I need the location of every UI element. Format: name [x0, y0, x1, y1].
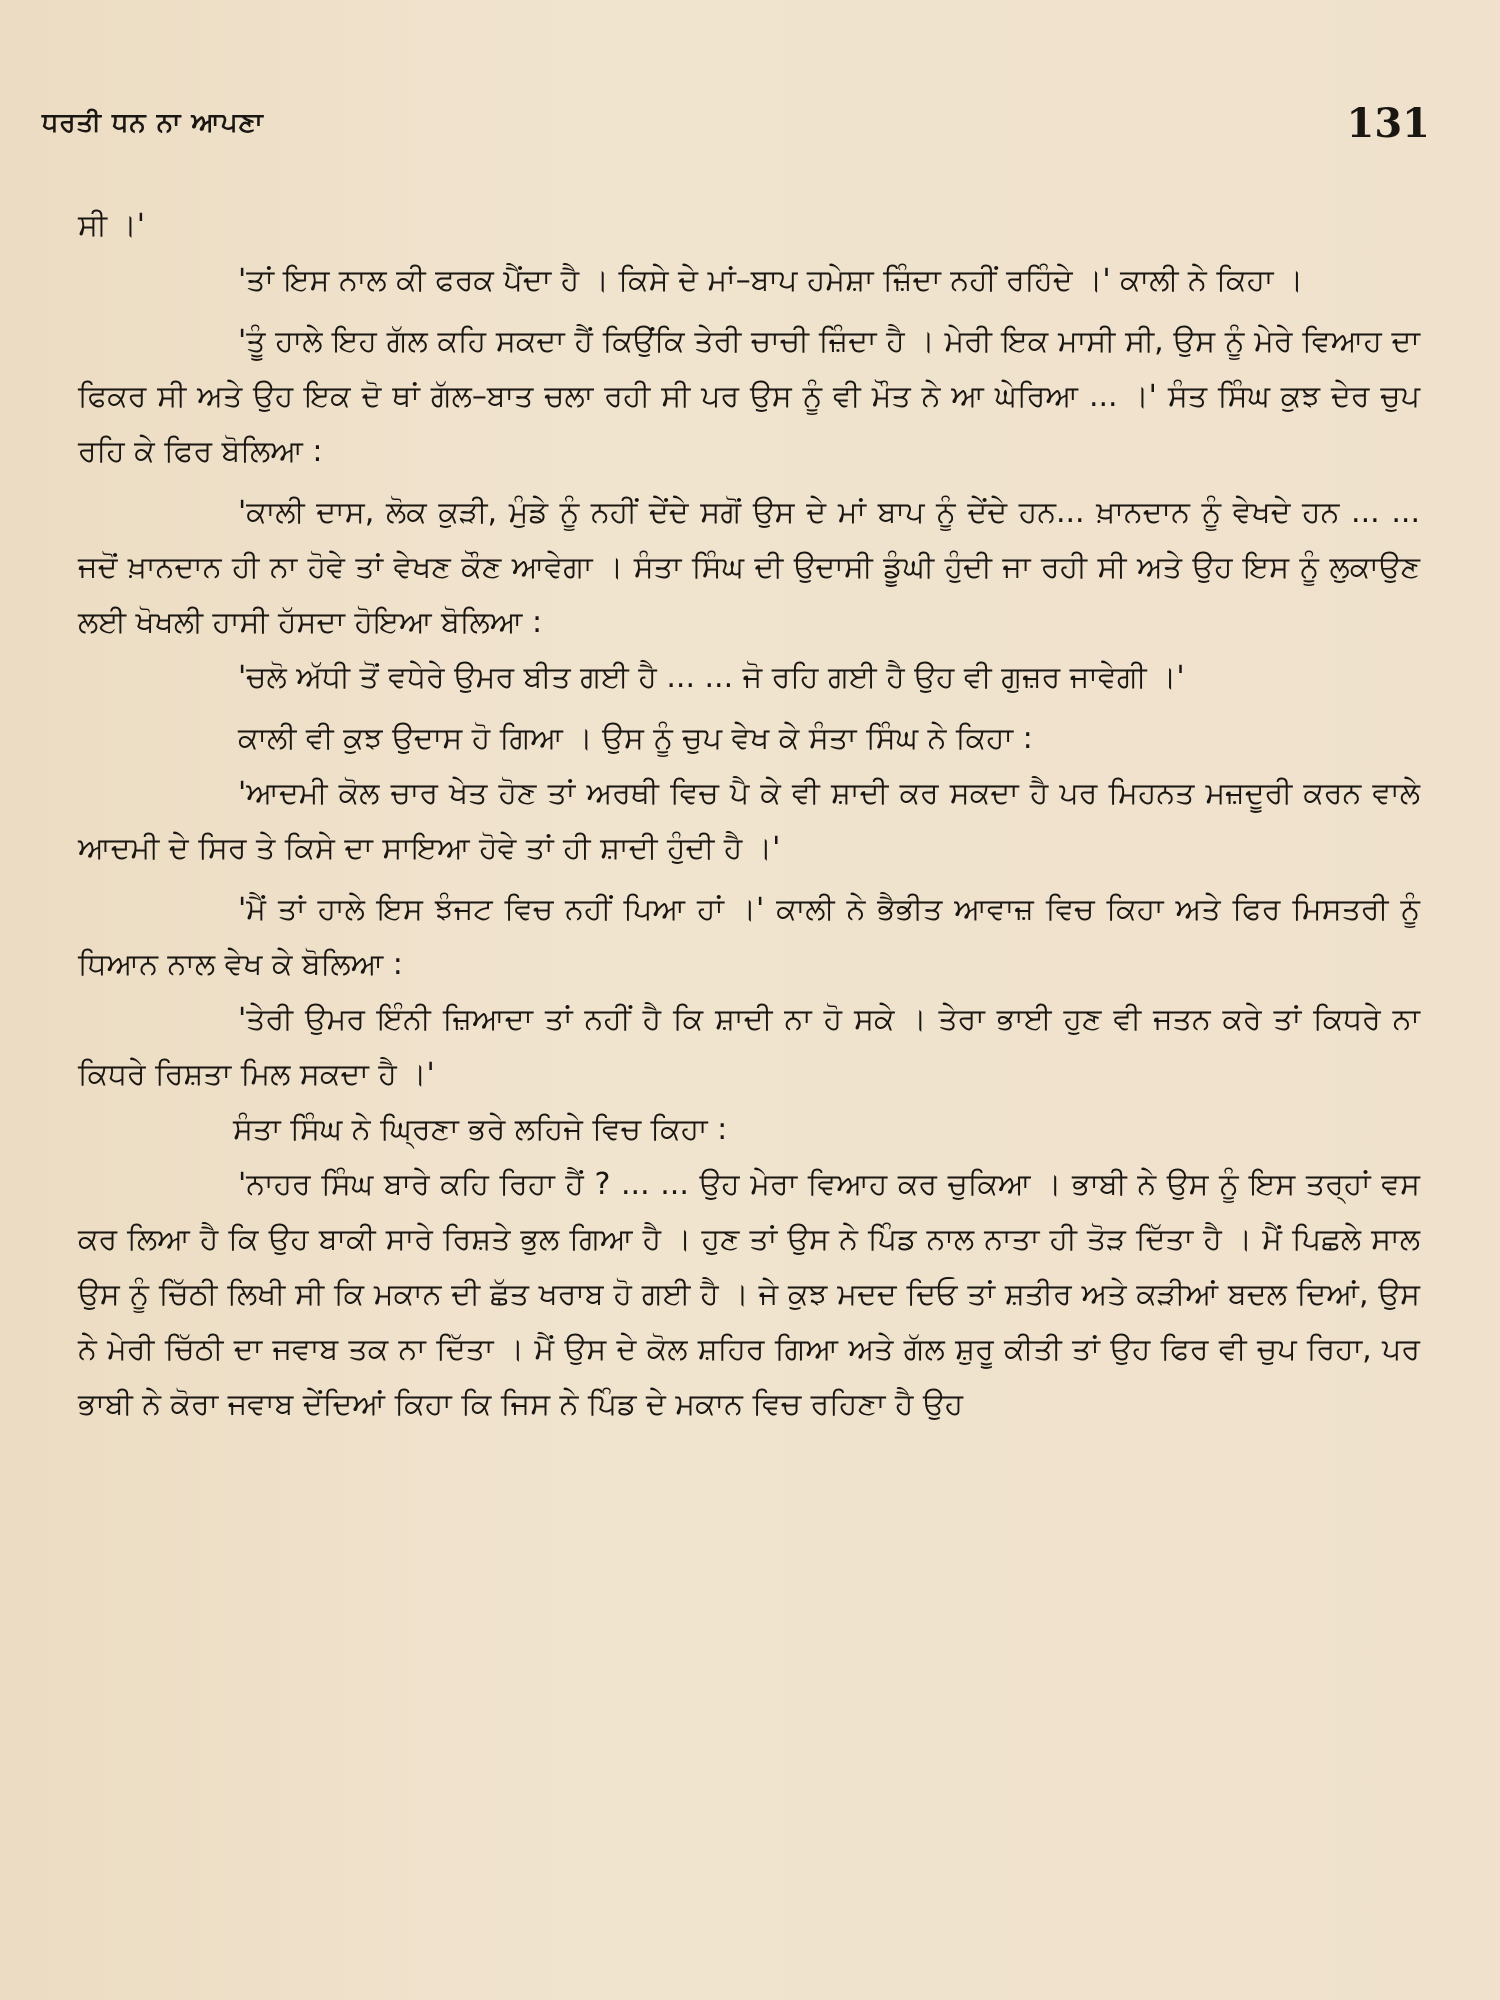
paragraph-10: ਸੰਤਾ ਸਿੰਘ ਨੇ ਘ੍ਰਿਣਾ ਭਰੇ ਲਹਿਜੇ ਵਿਚ ਕਿਹਾ : [233, 1112, 728, 1147]
paragraph-8: 'ਮੈਂ ਤਾਂ ਹਾਲੇ ਇਸ ਝੰਜਟ ਵਿਚ ਨਹੀਂ ਪਿਆ ਹਾਂ ।' ਕਾਲੀ ਨੇ ਭੈਭੀਤ ਆਵਾਜ਼ ਵਿਚ ਕਿਹਾ ਅਤੇ ਫਿਰ ਮਿਸਤਰੀ ਨੂੰ ਧਿਆਨ ਨਾਲ ਵੇਖ ਕੇ ਬੋਲਿਆ : [78, 892, 1420, 982]
paragraph-9: 'ਤੇਰੀ ਉਮਰ ਇੰਨੀ ਜ਼ਿਆਦਾ ਤਾਂ ਨਹੀਂ ਹੈ ਕਿ ਸ਼ਾਦੀ ਨਾ ਹੋ ਸਕੇ । ਤੇਰਾ ਭਾਈ ਹੁਣ ਵੀ ਜਤਨ ਕਰੇ ਤਾਂ ਕਿਧਰੇ ਨਾ ਕਿਧਰੇ ਰਿਸ਼ਤਾ ਮਿਲ ਸਕਦਾ ਹੈ ।' [78, 1002, 1420, 1092]
running-title: ਧਰਤੀ ਧਨ ਨਾ ਆਪਣਾ [42, 108, 264, 138]
paragraph-2: 'ਤਾਂ ਇਸ ਨਾਲ ਕੀ ਫਰਕ ਪੈਂਦਾ ਹੈ । ਕਿਸੇ ਦੇ ਮਾਂ–ਬਾਪ ਹਮੇਸ਼ਾ ਜ਼ਿੰਦਾ ਨਹੀਂ ਰਹਿੰਦੇ ।' ਕਾਲੀ ਨੇ ਕਿਹਾ । [238, 263, 1304, 298]
page-number: 131 [1346, 100, 1430, 147]
paragraph-6: ਕਾਲੀ ਵੀ ਕੁਝ ਉਦਾਸ ਹੋ ਗਿਆ । ਉਸ ਨੂੰ ਚੁਪ ਵੇਖ ਕੇ ਸੰਤਾ ਸਿੰਘ ਨੇ ਕਿਹਾ : [238, 721, 1033, 756]
paragraph-7: 'ਆਦਮੀ ਕੋਲ ਚਾਰ ਖੇਤ ਹੋਣ ਤਾਂ ਅਰਥੀ ਵਿਚ ਪੈ ਕੇ ਵੀ ਸ਼ਾਦੀ ਕਰ ਸਕਦਾ ਹੈ ਪਰ ਮਿਹਨਤ ਮਜ਼ਦੂਰੀ ਕਰਨ ਵਾਲੇ ਆਦਮੀ ਦੇ ਸਿਰ ਤੇ ਕਿਸੇ ਦਾ ਸਾਇਆ ਹੋਵੇ ਤਾਂ ਹੀ ਸ਼ਾਦੀ ਹੁੰਦੀ ਹੈ ।' [78, 776, 1420, 866]
paragraph-1: ਸੀ ।' [78, 208, 146, 243]
paragraph-3: 'ਤੂੰ ਹਾਲੇ ਇਹ ਗੱਲ ਕਹਿ ਸਕਦਾ ਹੈਂ ਕਿਉਂਕਿ ਤੇਰੀ ਚਾਚੀ ਜ਼ਿੰਦਾ ਹੈ । ਮੇਰੀ ਇਕ ਮਾਸੀ ਸੀ, ਉਸ ਨੂੰ ਮੇਰੇ ਵਿਆਹ ਦਾ ਫਿਕਰ ਸੀ ਅਤੇ ਉਹ ਇਕ ਦੋ ਥਾਂ ਗੱਲ–ਬਾਤ ਚਲਾ ਰਹੀ ਸੀ ਪਰ ਉਸ ਨੂੰ ਵੀ ਮੌਤ ਨੇ ਆ ਘੇਰਿਆ ... ।' ਸੰਤ ਸਿੰਘ ਕੁਝ ਦੇਰ ਚੁਪ ਰਹਿ ਕੇ ਫਿਰ ਬੋਲਿਆ : [78, 324, 1420, 469]
body-text [78, 198, 1420, 1432]
paragraph-11: 'ਨਾਹਰ ਸਿੰਘ ਬਾਰੇ ਕਹਿ ਰਿਹਾ ਹੈਂ ? ... ... ਉਹ ਮੇਰਾ ਵਿਆਹ ਕਰ ਚੁਕਿਆ । ਭਾਬੀ ਨੇ ਉਸ ਨੂੰ ਇਸ ਤਰ੍ਹਾਂ ਵਸ ਕਰ ਲਿਆ ਹੈ ਕਿ ਉਹ ਬਾਕੀ ਸਾਰੇ ਰਿਸ਼ਤੇ ਭੁਲ ਗਿਆ ਹੈ । ਹੁਣ ਤਾਂ ਉਸ ਨੇ ਪਿੰਡ ਨਾਲ ਨਾਤਾ ਹੀ ਤੋੜ ਦਿੱਤਾ ਹੈ । ਮੈਂ ਪਿਛਲੇ ਸਾਲ ਉਸ ਨੂੰ ਚਿੱਠੀ ਲਿਖੀ ਸੀ ਕਿ ਮਕਾਨ ਦੀ ਛੱਤ ਖਰਾਬ ਹੋ ਗਈ ਹੈ । ਜੇ ਕੁਝ ਮਦਦ ਦਿਓ ਤਾਂ ਸ਼ਤੀਰ ਅਤੇ ਕੜੀਆਂ ਬਦਲ ਦਿਆਂ, ਉਸ ਨੇ ਮੇਰੀ ਚਿੱਠੀ ਦਾ ਜਵਾਬ ਤਕ ਨਾ ਦਿੱਤਾ । ਮੈਂ ਉਸ ਦੇ ਕੋਲ ਸ਼ਹਿਰ ਗਿਆ ਅਤੇ ਗੱਲ ਸ਼ੁਰੂ ਕੀਤੀ ਤਾਂ ਉਹ ਫਿਰ ਵੀ ਚੁਪ ਰਿਹਾ, ਪਰ ਭਾਬੀ ਨੇ ਕੋਰਾ ਜਵਾਬ ਦੇਂਦਿਆਂ ਕਿਹਾ ਕਿ ਜਿਸ ਨੇ ਪਿੰਡ ਦੇ ਮਕਾਨ ਵਿਚ ਰਹਿਣਾ ਹੈ ਉਹ [78, 1167, 1420, 1422]
page-header [42, 100, 1430, 156]
paragraph-5: 'ਚਲੋ ਅੱਧੀ ਤੋਂ ਵਧੇਰੇ ਉਮਰ ਬੀਤ ਗਈ ਹੈ ... ... ਜੋ ਰਹਿ ਗਈ ਹੈ ਉਹ ਵੀ ਗੁਜ਼ਰ ਜਾਵੇਗੀ ।' [238, 660, 1185, 695]
paragraph-4: 'ਕਾਲੀ ਦਾਸ, ਲੋਕ ਕੁੜੀ, ਮੁੰਡੇ ਨੂੰ ਨਹੀਂ ਦੇਂਦੇ ਸਗੋਂ ਉਸ ਦੇ ਮਾਂ ਬਾਪ ਨੂੰ ਦੇਂਦੇ ਹਨ... ਖ਼ਾਨਦਾਨ ਨੂੰ ਵੇਖਦੇ ਹਨ ... ... ਜਦੋਂ ਖ਼ਾਨਦਾਨ ਹੀ ਨਾ ਹੋਵੇ ਤਾਂ ਵੇਖਣ ਕੌਣ ਆਵੇਗਾ । ਸੰਤਾ ਸਿੰਘ ਦੀ ਉਦਾਸੀ ਡੂੰਘੀ ਹੁੰਦੀ ਜਾ ਰਹੀ ਸੀ ਅਤੇ ਉਹ ਇਸ ਨੂੰ ਲੁਕਾਉਣ ਲਈ ਖੋਖਲੀ ਹਾਸੀ ਹੱਸਦਾ ਹੋਇਆ ਬੋਲਿਆ : [78, 495, 1420, 640]
